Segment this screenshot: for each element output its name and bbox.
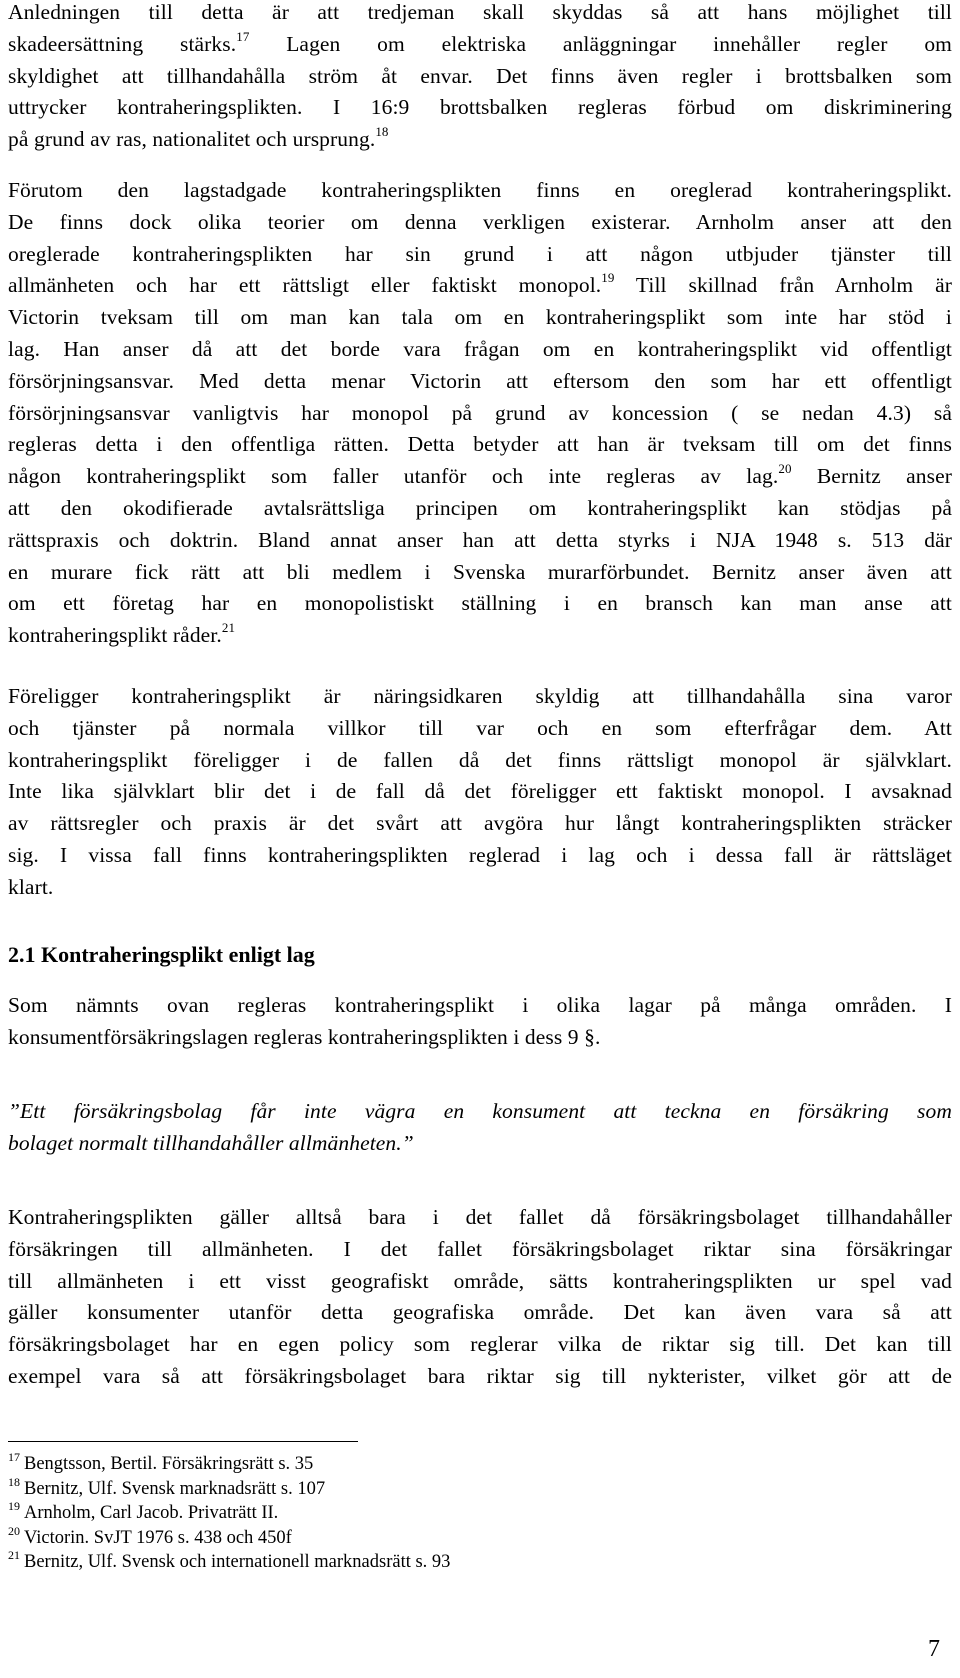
paragraph-5 <box>8 1202 952 1393</box>
text-line: av rättsregler och praxis är det svårt att avgöra hur långt kontraheringsplikten sträcker <box>8 811 952 836</box>
text-line: Föreligger kontraheringsplikt är näringsidkaren skyldig att tillhandahålla sina varor <box>8 684 952 708</box>
footnote-number: 19 <box>8 1499 20 1513</box>
law-quote <box>8 1096 952 1160</box>
paragraph-4 <box>8 990 952 1054</box>
footnote-number: 17 <box>8 1450 20 1464</box>
text-run: kontraheringsplikt råder. <box>8 623 222 648</box>
footnote-text: Victorin. SvJT 1976 s. 438 och 450f <box>24 1527 292 1548</box>
footnote <box>8 1474 450 1502</box>
text-line: De finns dock olika teorier om denna verkligen existerar. Arnholm anser att den <box>8 209 952 234</box>
footnote-text: Bernitz, Ulf. Svensk och internationell marknadsrätt s. 93 <box>24 1552 451 1572</box>
text-line: försörjningsansvar. Med detta menar Victorin att eftersom den som har ett offentligt <box>8 368 952 393</box>
footnote-number: 18 <box>8 1474 20 1489</box>
text-line: bolaget normalt tillhandahåller allmänheten.” <box>8 1130 414 1155</box>
text-line: skyldighet att tillhandahålla ström åt envar. Det finns även regler i brottsbalken som <box>8 63 952 88</box>
text-line: en murare fick rätt att bli medlem i Svenska murarförbundet. Bernitz anser även att <box>8 559 952 584</box>
footnote-list <box>8 1452 450 1575</box>
text-line <box>8 270 952 302</box>
section-heading: 2.1 Kontraheringsplikt enligt lag <box>8 942 315 967</box>
footnote-text: Bernitz, Ulf. Svensk marknadsrätt s. 107 <box>24 1478 326 1499</box>
text-line: försäkringsbolaget har en egen policy som reglerar vilka de riktar sig till. Det kan till <box>8 1332 952 1357</box>
text-line <box>8 461 952 493</box>
text-run: Bernitz anser <box>791 464 952 489</box>
paragraph-3 <box>8 681 952 904</box>
text-line: om ett företag har en monopolistiskt ställning i en bransch kan man anse att <box>8 591 952 616</box>
text-line: konsumentförsäkringslagen regleras kontraheringsplikten i dess 9 §. <box>8 1024 601 1049</box>
text-line: försäkringen till allmänheten. I det fallet försäkringsbolaget riktar sina försäkringar <box>8 1236 952 1261</box>
text-run: någon kontraheringsplikt som faller utanför och inte regleras av lag. <box>8 464 779 489</box>
footnote-text: Arnholm, Carl Jacob. Privaträtt II. <box>24 1503 279 1523</box>
document-page <box>8 0 952 1678</box>
text-run: Till skillnad från Arnholm är <box>614 273 952 298</box>
footnote-ref-17: 17 <box>236 28 250 44</box>
paragraph-2 <box>8 175 952 652</box>
text-line: rättspraxis och doktrin. Bland annat anser han att detta styrks i NJA 1948 s. 513 där <box>8 527 952 552</box>
footnote <box>8 1452 450 1477</box>
footnote-number: 21 <box>8 1548 20 1562</box>
text-line: lag. Han anser då att det borde vara frågan om en kontraheringsplikt vid offentligt <box>8 336 952 361</box>
text-line: exempel vara så att försäkringsbolaget bara riktar sig till nykterister, vilket gör att de <box>8 1363 952 1388</box>
text-line: ”Ett försäkringsbolag får inte vägra en konsument att teckna en försäkring som <box>8 1099 952 1123</box>
text-line <box>8 29 952 61</box>
text-line: sig. I vissa fall finns kontraheringsplikten reglerad i lag och i dessa fall är rättsläget <box>8 842 952 867</box>
footnote-number: 20 <box>8 1523 20 1538</box>
paragraph-1 <box>8 0 952 156</box>
footnote-ref-18: 18 <box>375 124 389 140</box>
text-line: att den okodifierade avtalsrättsliga principen om kontraheringsplikt kan stödjas på <box>8 495 952 520</box>
text-line <box>8 124 952 156</box>
text-line: Som nämnts ovan regleras kontraheringsplikt i olika lagar på många områden. I <box>8 993 952 1017</box>
text-run: på grund av ras, nationalitet och ursprung. <box>8 127 376 152</box>
text-line: uttrycker kontraheringsplikten. I 16:9 brottsbalken regleras förbud om diskriminering <box>8 95 952 120</box>
text-line: och tjänster på normala villkor till var och en som efterfrågar dem. Att <box>8 715 952 740</box>
text-line: Kontraheringsplikten gäller alltså bara i det fallet då försäkringsbolaget tillhandahåller <box>8 1205 952 1229</box>
footnote <box>8 1550 450 1575</box>
footnote <box>8 1523 450 1551</box>
footnote-ref-20: 20 <box>778 461 792 477</box>
footnote <box>8 1501 450 1526</box>
footnote-ref-19: 19 <box>601 270 615 286</box>
text-line: försörjningsansvar vanligtvis har monopol på grund av koncession ( se nedan 4.3) så <box>8 400 952 425</box>
text-line <box>8 620 952 652</box>
text-line: Inte lika självklart blir det i de fall då det föreligger ett faktiskt monopol. I avsaknad <box>8 779 952 804</box>
text-run: allmänheten och har ett rättsligt eller faktiskt monopol. <box>8 273 602 298</box>
text-run: skadeersättning stärks. <box>8 31 237 56</box>
page-number: 7 <box>928 1636 940 1662</box>
text-line: klart. <box>8 874 54 899</box>
text-line: Victorin tveksam till om man kan tala om en kontraheringsplikt som inte har stöd i <box>8 305 952 330</box>
text-line: gäller konsumenter utanför detta geografiska område. Det kan även vara så att <box>8 1300 952 1325</box>
footnote-text: Bengtsson, Bertil. Försäkringsrätt s. 35 <box>24 1454 314 1474</box>
text-line: till allmänheten i ett visst geografiskt område, sätts kontraheringsplikten ur spel vad <box>8 1268 952 1293</box>
footnote-ref-21: 21 <box>221 620 236 636</box>
text-line: Förutom den lagstadgade kontraheringsplikten finns en oreglerad kontraheringsplikt. <box>8 178 952 202</box>
text-line: regleras detta i den offentliga rätten. Detta betyder att han är tveksam till om det finns <box>8 432 952 457</box>
text-line: Anledningen till detta är att tredjeman skall skyddas så att hans möjlighet till <box>8 0 952 24</box>
footnote-separator <box>8 1441 358 1442</box>
text-line: oreglerade kontraheringsplikten har sin grund i att någon utbjuder tjänster till <box>8 241 952 266</box>
text-run: Lagen om elektriska anläggningar innehåller regler om <box>249 31 952 56</box>
text-line: kontraheringsplikt föreligger i de fallen då det finns rättsligt monopol är självklart. <box>8 747 952 772</box>
